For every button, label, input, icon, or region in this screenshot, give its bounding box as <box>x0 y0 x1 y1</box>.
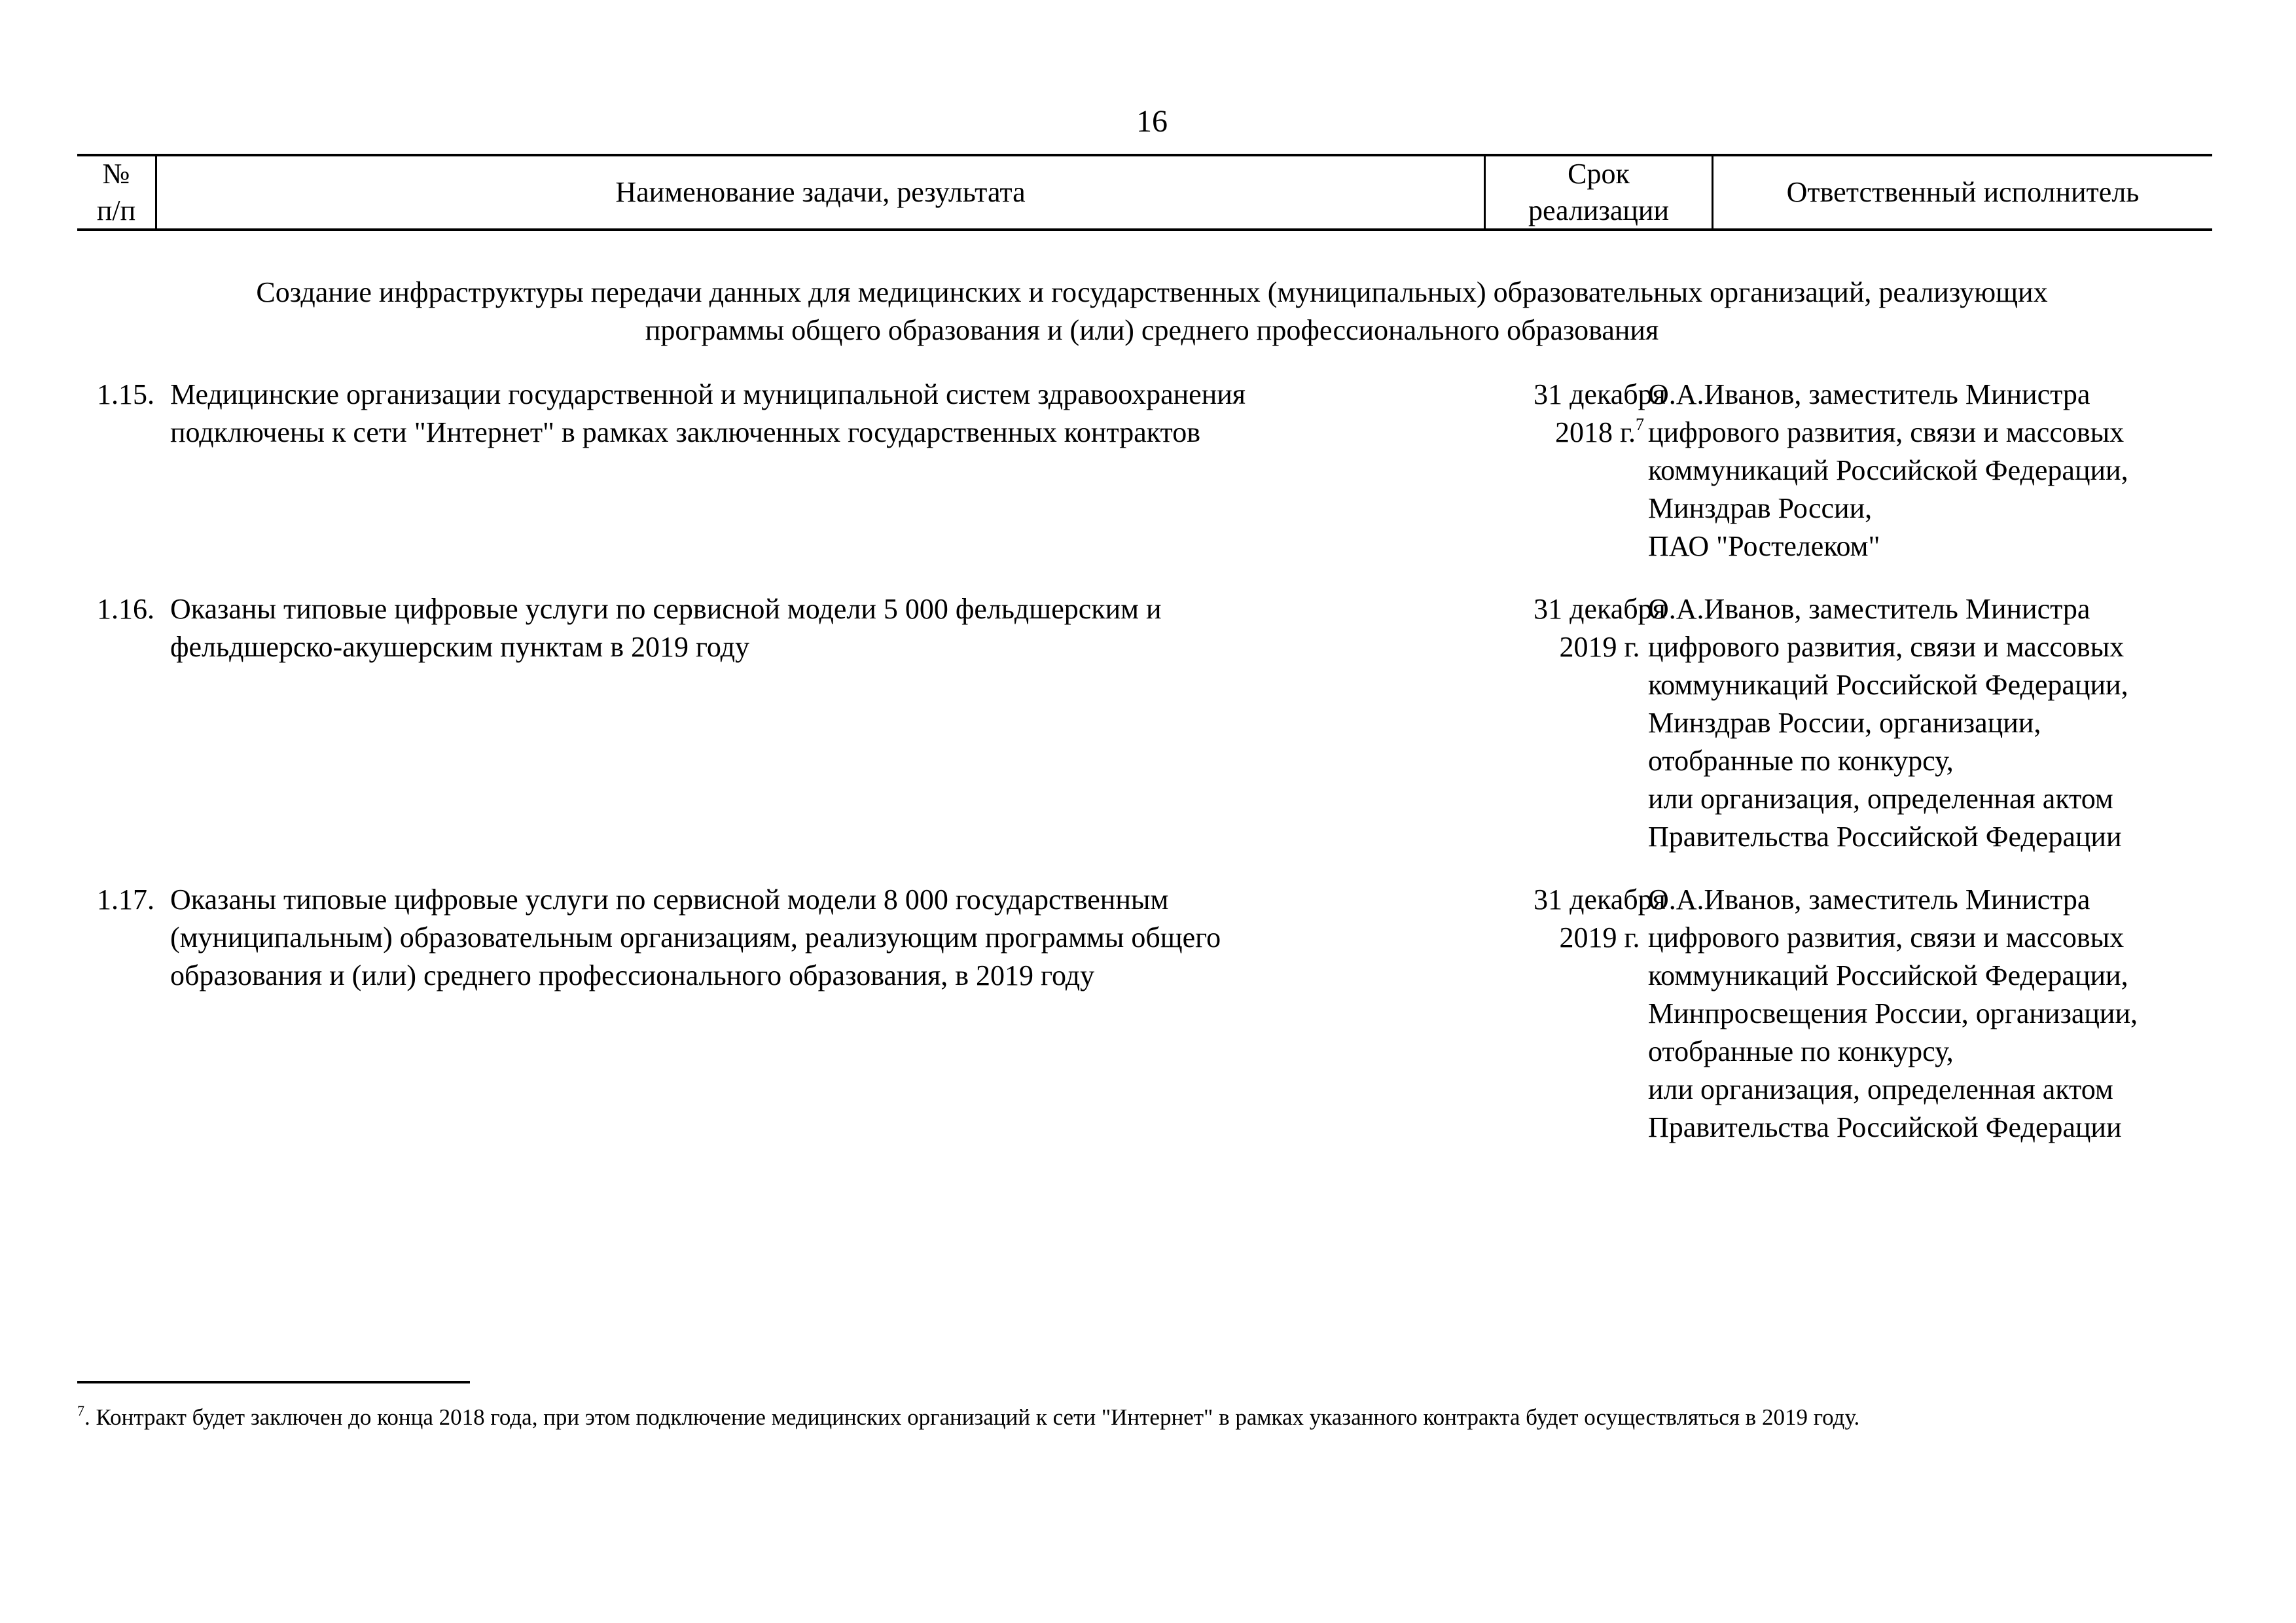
row-responsible-line: или организация, определенная актом <box>1648 1073 2113 1105</box>
row-task-line: образования и (или) среднего профессионального образования, в 2019 году <box>170 959 1095 991</box>
footnote-marker: 7 <box>77 1402 84 1419</box>
row-number: 1.17. <box>97 883 154 916</box>
row-responsible-line: Минздрав России, <box>1648 492 1873 524</box>
row-responsible-line: Правительства Российской Федерации <box>1648 1111 2122 1143</box>
row-number: 1.15. <box>97 378 154 410</box>
row-responsible-line: О.А.Иванов, заместитель Министра <box>1648 593 2090 625</box>
row-task <box>170 881 1479 995</box>
row-responsible-line: О.А.Иванов, заместитель Министра <box>1648 378 2090 410</box>
row-term-line2: 2019 г. <box>1559 921 1640 954</box>
section-title-line1: Создание инфраструктуры передачи данных для медицинских и государственных (муниципальных) образовательных организаций, реализующих <box>256 276 2048 308</box>
row-task-line: Оказаны типовые цифровые услуги по сервисной модели 5 000 фельдшерским и <box>170 593 1162 625</box>
row-term-line1: 31 декабря <box>1534 378 1666 410</box>
row-responsible-line: Минздрав России, организации, <box>1648 707 2041 739</box>
row-task <box>170 590 1479 666</box>
row-task-line: Медицинские организации государственной и муниципальной систем здравоохранения <box>170 378 1246 410</box>
header-responsible: Ответственный исполнитель <box>1786 176 2140 208</box>
row-responsible-line: отобранные по конкурсу, <box>1648 1035 1954 1067</box>
row-responsible <box>1648 376 2276 565</box>
row-term-line2: 2019 г. <box>1559 631 1640 663</box>
header-term-line1: Срок <box>1568 158 1630 190</box>
row-responsible-line: коммуникаций Российской Федерации, <box>1648 454 2128 486</box>
page-number: 16 <box>1136 104 1168 139</box>
row-responsible-line: ПАО "Ростелеком" <box>1648 530 1880 562</box>
footnote <box>77 1400 2212 1435</box>
header-task-name: Наименование задачи, результата <box>157 156 1486 228</box>
header-number-line2: п/п <box>96 194 136 226</box>
row-responsible-line: отобранные по конкурсу, <box>1648 745 1954 777</box>
row-responsible-line: Правительства Российской Федерации <box>1648 821 2122 853</box>
row-responsible-line: цифрового развития, связи и массовых <box>1648 631 2125 663</box>
row-task-line: (муниципальным) образовательным организациям, реализующим программы общего <box>170 921 1221 954</box>
section-title <box>111 274 2193 349</box>
row-number: 1.16. <box>97 593 154 625</box>
row-responsible-line: Минпросвещения России, организации, <box>1648 997 2138 1029</box>
row-responsible-line: коммуникаций Российской Федерации, <box>1648 959 2128 991</box>
row-task-line: Оказаны типовые цифровые услуги по сервисной модели 8 000 государственным <box>170 883 1169 916</box>
header-term-line2: реализации <box>1528 194 1670 226</box>
footnote-text: . Контракт будет заключен до конца 2018 года, при этом подключение медицинских организаций к сети "Интернет" в рамках указанного контракта будет осуществляться в 2019 году. <box>84 1404 1860 1430</box>
row-responsible-line: цифрового развития, связи и массовых <box>1648 921 2125 954</box>
row-responsible-line: О.А.Иванов, заместитель Министра <box>1648 883 2090 916</box>
row-responsible <box>1648 590 2276 856</box>
row-responsible-line: коммуникаций Российской Федерации, <box>1648 669 2128 701</box>
row-task-line: подключены к сети "Интернет" в рамках заключенных государственных контрактов <box>170 416 1200 448</box>
row-responsible <box>1648 881 2276 1147</box>
row-responsible-line: или организация, определенная актом <box>1648 783 2113 815</box>
row-task <box>170 376 1479 452</box>
row-responsible-line: цифрового развития, связи и массовых <box>1648 416 2125 448</box>
footnote-divider <box>77 1381 470 1383</box>
row-term-line2: 2018 г. <box>1554 416 1636 448</box>
header-term-column <box>1486 156 1713 228</box>
section-title-line2: программы общего образования и (или) среднего профессионального образования <box>645 314 1659 346</box>
row-term-line1: 31 декабря <box>1534 883 1666 916</box>
header-number-column <box>77 156 157 228</box>
table-header <box>77 154 2212 231</box>
row-term-line1: 31 декабря <box>1534 593 1666 625</box>
footnote-ref: 7 <box>1636 415 1645 434</box>
row-task-line: фельдшерско-акушерским пунктам в 2019 году <box>170 631 750 663</box>
header-number-line1: № <box>102 158 130 190</box>
